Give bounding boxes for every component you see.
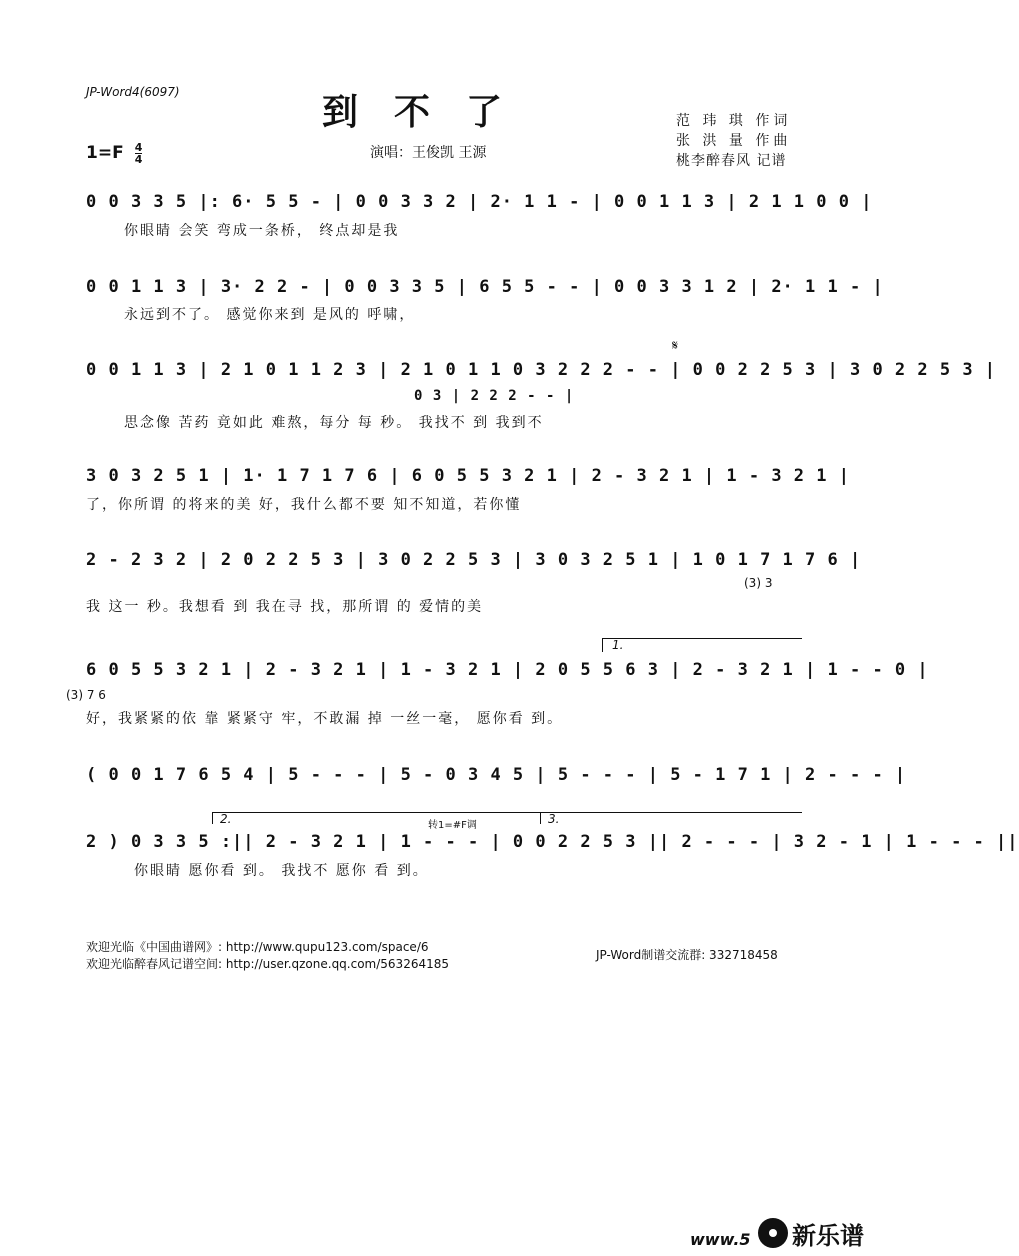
- variant-note-6: (3) 7 6: [66, 688, 106, 702]
- lyrics-line-1: 你眼睛 会笑 弯成一条桥， 终点却是我: [124, 223, 400, 239]
- staff-line-3: 0 0 1 1 3 | 2 1 0 1 1 2 3 | 2 1 0 1 1 0 3 2 2 2 - - | 0 0 2 2 5 3 | 3 0 2 2 5 3 |: [86, 360, 997, 380]
- song-title: 到不了: [322, 91, 539, 133]
- singers: 演唱：王俊凯 王源: [370, 145, 487, 161]
- lyrics-line-3: 思念像 苦药 竟如此 难熬，每分 每 秒。 我找不 到 我到不: [124, 415, 544, 431]
- lyrics-line-2: 永远到不了。 感觉你来到 是风的 呼啸，: [124, 307, 416, 323]
- volta-3-bracket-edge: [540, 812, 541, 824]
- vinyl-record-icon: [758, 1218, 788, 1248]
- variant-note-5: (3) 3: [744, 576, 773, 590]
- key-label: 1=F: [86, 143, 124, 163]
- volta-1-bracket: [602, 638, 802, 639]
- volta-1-bracket-edge: [602, 638, 603, 652]
- staff-line-5: 2 - 2 3 2 | 2 0 2 2 5 3 | 3 0 2 2 5 3 | 3 0 3 2 5 1 | 1 0 1 7 1 7 6 |: [86, 550, 862, 570]
- volta-1-label: 1.: [612, 638, 624, 652]
- time-top: 4: [134, 141, 143, 154]
- footer-link-qzone[interactable]: 欢迎光临醉春风记谱空间: http://user.qzone.qq.com/563264185: [86, 957, 450, 971]
- staff-line-1: 0 0 3 3 5 |: 6· 5 5 - | 0 0 3 3 2 | 2· 1 1 - | 0 0 1 1 3 | 2 1 1 0 0 |: [86, 192, 873, 212]
- lyricist-credit: 范 玮 琪 作词: [676, 113, 792, 129]
- software-label: JP-Word4(6097): [86, 85, 180, 99]
- lyrics-line-5: 我 这一 秒。我想看 到 我在寻 找，那所谓 的 爱情的美: [86, 599, 484, 615]
- watermark-url: www.5: [690, 1230, 751, 1249]
- staff-line-6: 6 0 5 5 3 2 1 | 2 - 3 2 1 | 1 - 3 2 1 | 2 0 5 5 6 3 | 2 - 3 2 1 | 1 - - 0 |: [86, 660, 929, 680]
- staff-line-7: ( 0 0 1 7 6 5 4 | 5 - - - | 5 - 0 3 4 5 | 5 - - - | 5 - 1 7 1 | 2 - - - |: [86, 765, 907, 785]
- key-signature: [86, 142, 142, 165]
- time-bottom: 4: [134, 153, 143, 166]
- ossia-line: 0 3 | 2 2 2 - - |: [414, 388, 575, 404]
- volta-3-label: 3.: [548, 812, 560, 826]
- footer-link-qupu[interactable]: 欢迎光临《中国曲谱网》: http://www.qupu123.com/space/6: [86, 940, 429, 954]
- staff-line-8: 2 ) 0 3 3 5 :|| 2 - 3 2 1 | 1 - - - | 0 0 2 2 5 3 || 2 - - - | 3 2 - 1 | 1 - - - ||: [86, 832, 1019, 852]
- staff-line-4: 3 0 3 2 5 1 | 1· 1 7 1 7 6 | 6 0 5 5 3 2 1 | 2 - 3 2 1 | 1 - 3 2 1 |: [86, 466, 850, 486]
- staff-line-2: 0 0 1 1 3 | 3· 2 2 - | 0 0 3 3 5 | 6 5 5 - - | 0 0 3 3 1 2 | 2· 1 1 - |: [86, 277, 884, 297]
- transcriber-credit: 桃李醉春风 记谱: [676, 153, 787, 169]
- time-signature: [135, 142, 143, 165]
- composer-credit: 张 洪 量 作曲: [676, 133, 792, 149]
- volta-2-bracket: [212, 812, 542, 813]
- lyrics-line-6: 好，我紧紧的依 靠 紧紧守 牢，不敢漏 掉 一丝一毫， 愿你看 到。: [86, 711, 564, 727]
- volta-2-bracket-edge: [212, 812, 213, 824]
- volta-2-label: 2.: [220, 812, 232, 826]
- logo-text: 新乐谱: [792, 1222, 864, 1250]
- footer-group: JP-Word制谱交流群: 332718458: [596, 948, 778, 962]
- lyrics-line-4: 了，你所谓 的将来的美 好，我什么都不要 知不知道，若你懂: [86, 497, 522, 513]
- volta-3-bracket: [540, 812, 802, 813]
- modulation-mark: 转1=#F调: [428, 820, 477, 831]
- lyrics-line-8: 你眼睛 愿你看 到。 我找不 愿你 看 到。: [134, 863, 429, 879]
- segno-icon: 𝄋: [672, 338, 679, 354]
